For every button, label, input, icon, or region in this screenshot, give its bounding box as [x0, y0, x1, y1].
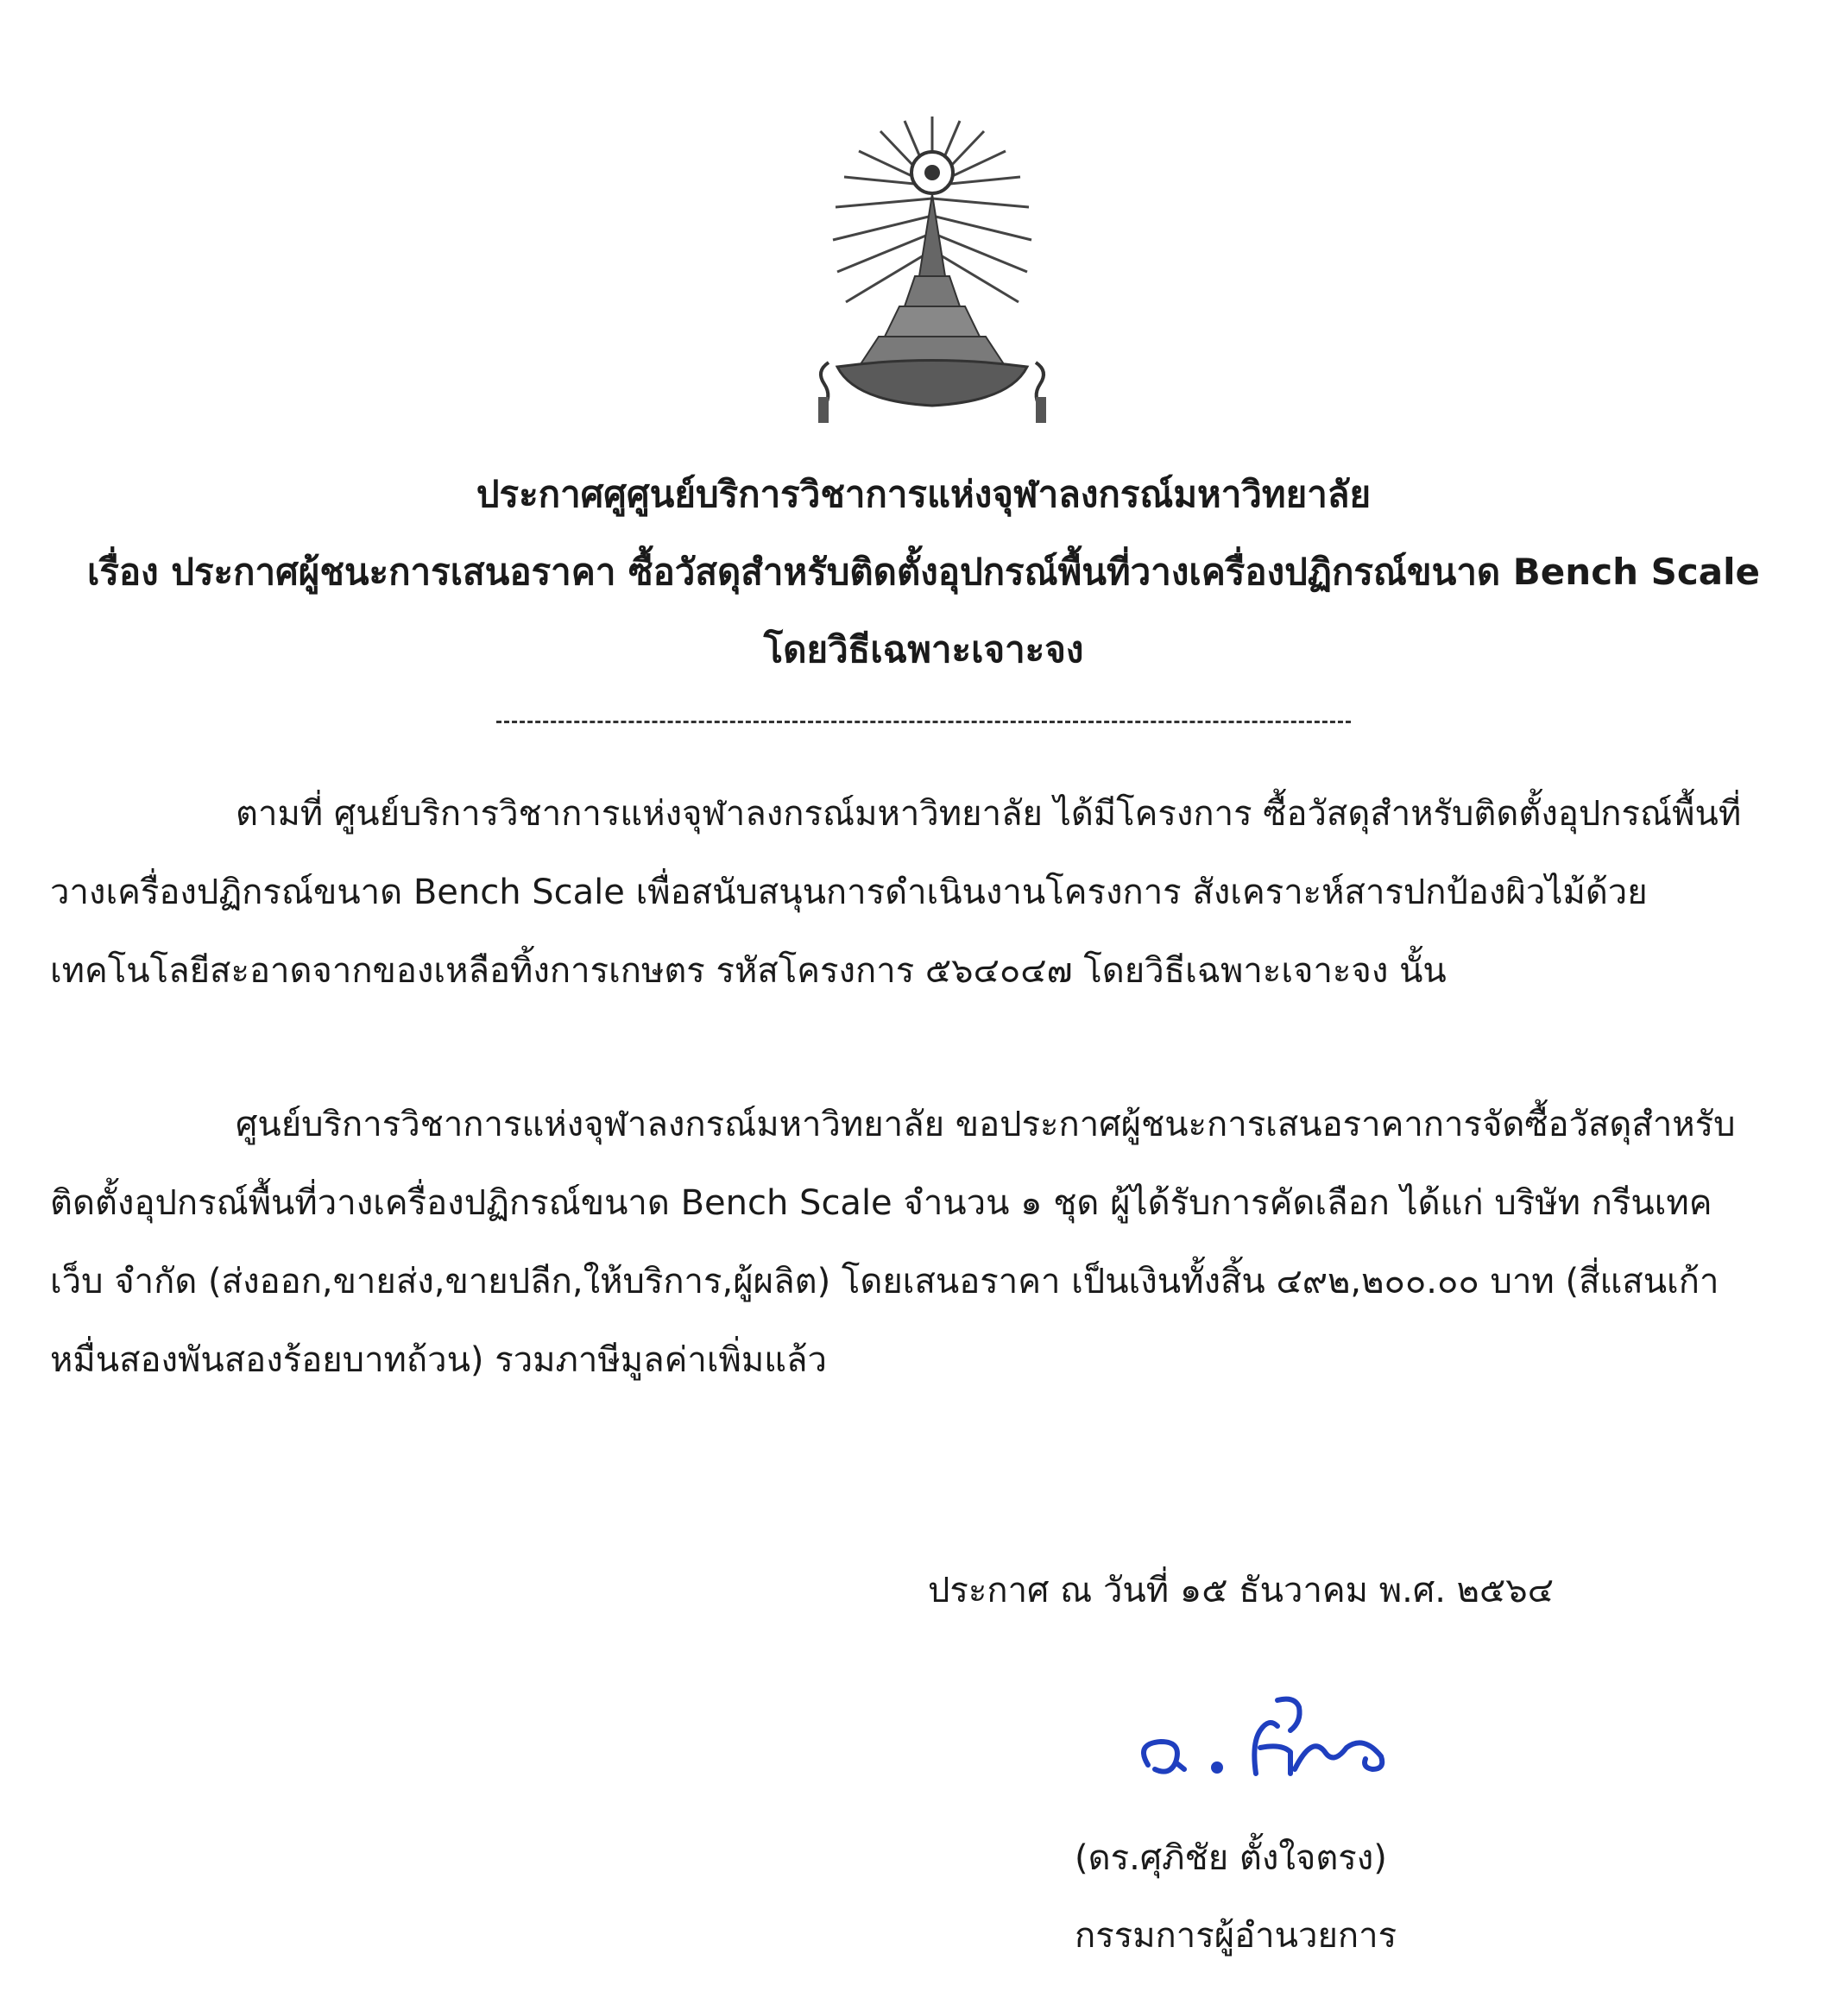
paragraph-winner [50, 1086, 1776, 1400]
paragraph-line: เทคโนโลยีสะอาดจากของเหลือทิ้งการเกษตร รหัสโครงการ ๕๖๔๐๔๗ โดยวิธีเฉพาะเจาะจง นั้น [50, 951, 1447, 991]
paragraph-line: ตามที่ ศูนย์บริการวิชาการแห่งจุฬาลงกรณ์มหาวิทยาลัย ได้มีโครงการ ซื้อวัสดุสำหรับติดตั้งอุปกรณ์พื้นที่ [236, 794, 1742, 834]
announcement-date: ประกาศ ณ วันที่ ๑๕ ธันวาคม พ.ศ. ๒๕๖๔ [928, 1571, 1554, 1610]
signer-name: (ดร.ศุภิชัย ตั้งใจตรง) [1075, 1838, 1387, 1878]
paragraph-line: วางเครื่องปฏิกรณ์ขนาด Bench Scale เพื่อสนับสนุนการดำเนินงานโครงการ สังเคราะห์สารปกป้องผิวไม้ด้วย [50, 873, 1648, 912]
announcement-method: โดยวิธีเฉพาะเจาะจง [763, 628, 1084, 671]
announcement-title: ประกาศศูศูนย์บริการวิชาการแห่งจุฬาลงกรณ์มหาวิทยาลัย [476, 473, 1372, 515]
announcement-subject: เรื่อง ประกาศผู้ชนะการเสนอราคา ซื้อวัสดุสำหรับติดตั้งอุปกรณ์พื้นที่วางเครื่องปฏิกรณ์ขนาด Bench Scale [87, 551, 1760, 593]
signer-title: กรรมการผู้อำนวยการ [1075, 1916, 1397, 1956]
paragraph-line: ติดตั้งอุปกรณ์พื้นที่วางเครื่องปฏิกรณ์ขนาด Bench Scale จำนวน ๑ ชุด ผู้ได้รับการคัดเลือก ได้แก่ บริษัท กรีนเทค [50, 1183, 1712, 1223]
paragraph-line: หมื่นสองพันสองร้อยบาทถ้วน) รวมภาษีมูลค่าเพิ่มแล้ว [50, 1340, 827, 1380]
paragraph-background [50, 775, 1776, 1011]
paragraph-line: เว็บ จำกัด (ส่งออก,ขายส่ง,ขายปลีก,ให้บริการ,ผู้ผลิต) โดยเสนอราคา เป็นเงินทั้งสิ้น ๔๙๒,๒๐๐.๐๐ บาท (สี่แสนเก้า [50, 1262, 1719, 1301]
separator-line [496, 721, 1351, 723]
chula-phra-kiao-emblem-icon [803, 104, 1062, 449]
paragraph-line: ศูนย์บริการวิชาการแห่งจุฬาลงกรณ์มหาวิทยาลัย ขอประกาศผู้ชนะการเสนอราคาการจัดซื้อวัสดุสำหรับ [236, 1105, 1736, 1144]
handwritten-signature [1131, 1683, 1398, 1795]
